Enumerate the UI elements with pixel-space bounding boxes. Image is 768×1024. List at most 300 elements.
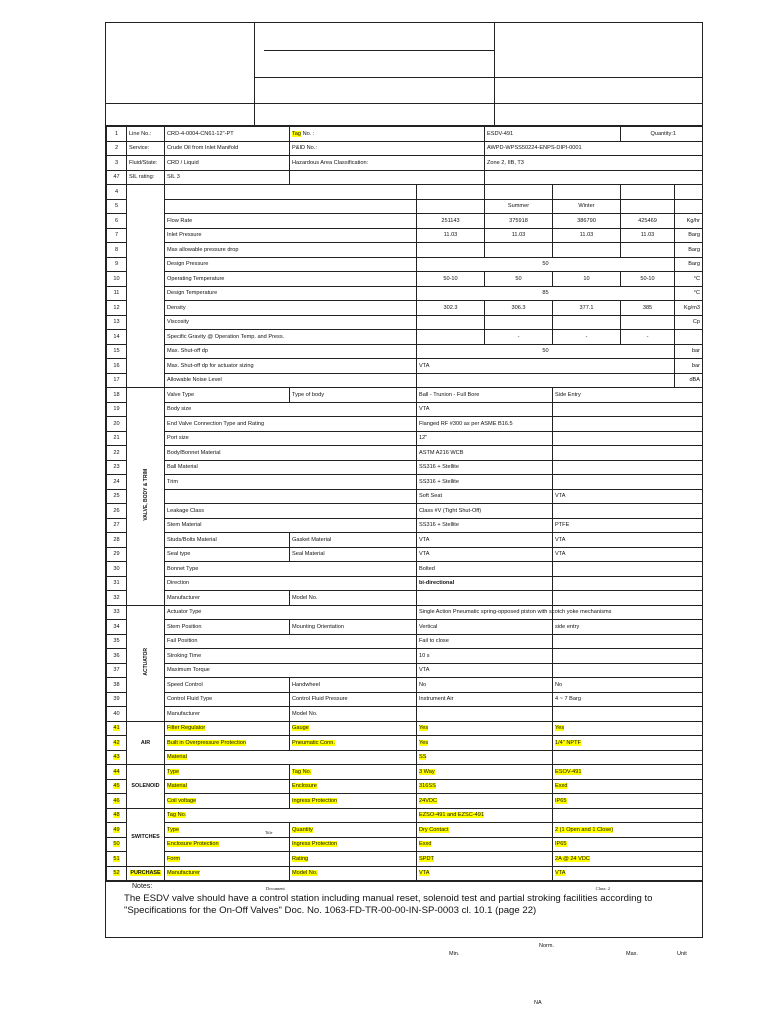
- param-value: [417, 373, 675, 388]
- spec-name: Manufacturer: [165, 591, 290, 606]
- highlighted-text: Rating: [292, 855, 309, 862]
- field-label: [290, 127, 485, 142]
- spec-name: [165, 779, 290, 794]
- row-number: 1: [107, 127, 127, 142]
- row-number: 25: [107, 489, 127, 504]
- spec-value: Class #V (Tight Shut-Off): [417, 504, 553, 519]
- spec-name: Studs/Bolts Material: [165, 533, 290, 548]
- param-value: 50-10: [417, 272, 485, 287]
- spec-value-2: [553, 562, 703, 577]
- title-cell: [254, 23, 495, 103]
- spec-name-2: [290, 823, 417, 838]
- notes-label: Notes:: [132, 883, 153, 890]
- highlighted-text: 48: [113, 812, 120, 819]
- row-value: SIL 3: [165, 170, 290, 185]
- param-value: 85: [417, 286, 675, 301]
- footer-na: NA: [534, 1000, 542, 1006]
- table-row: [107, 779, 703, 794]
- param-name: Viscosity: [165, 315, 417, 330]
- highlighted-text: SS: [419, 754, 427, 761]
- row-label: SIL rating:: [127, 170, 165, 185]
- row-number: 13: [107, 315, 127, 330]
- table-row: [107, 170, 703, 185]
- spec-value-2: [553, 736, 703, 751]
- table-row: [107, 663, 703, 678]
- spec-name: Stem Position: [165, 620, 290, 635]
- row-number: [107, 837, 127, 852]
- highlighted-text: Form: [167, 855, 181, 862]
- row-value: CRD / Liquid: [165, 156, 290, 171]
- spec-name: Leakage Class: [165, 504, 417, 519]
- group-label: [127, 866, 165, 881]
- spec-value-2: [553, 504, 703, 519]
- param-value: 11.03: [621, 228, 675, 243]
- spec-value-2: [553, 866, 703, 881]
- highlighted-text: 52: [113, 870, 120, 877]
- spec-name: [165, 808, 417, 823]
- row-number: 27: [107, 518, 127, 533]
- spec-value: [417, 852, 553, 867]
- spec-value-2: [553, 823, 703, 838]
- group-label: [127, 721, 165, 765]
- spec-value-2: side entry: [553, 620, 703, 635]
- highlighted-text: Coil voltage: [167, 797, 197, 804]
- spec-name: [165, 750, 417, 765]
- param-value: 251143: [417, 214, 485, 229]
- param-name: Max allowable pressure drop: [165, 243, 417, 258]
- row-label: Service:: [127, 141, 165, 156]
- row-number: 31: [107, 576, 127, 591]
- spec-name: Bonnet Type: [165, 562, 417, 577]
- table-row: [107, 707, 703, 722]
- table-row: [107, 649, 703, 664]
- group-label-text: VALVE, BODY & TRIM: [142, 469, 149, 522]
- row-number: 4: [107, 185, 127, 200]
- row-value: CRD-4-0004-CN61-12"-PT: [165, 127, 290, 142]
- spec-name: End Valve Connection Type and Rating: [165, 417, 417, 432]
- spec-value: Bolted: [417, 562, 553, 577]
- table-row: [107, 692, 703, 707]
- table-row: [107, 402, 703, 417]
- spec-value-2: [553, 475, 703, 490]
- spec-value: VTA: [417, 402, 553, 417]
- table-row: [107, 359, 703, 374]
- highlighted-text: Pneumatic Conn.: [292, 739, 335, 746]
- highlighted-text: IP65: [555, 797, 567, 804]
- row-number: [107, 852, 127, 867]
- notes-text: The ESDV valve should have a control station including manual reset, solenoid test and partial stroking facilities according to "Specifications for the On-Off Valves" Doc. No. 1063-FD-TR-00-00-IN-SP-0003 cl. 10.1 (page 22): [124, 893, 653, 916]
- spec-value-2: [553, 765, 703, 780]
- param-name: Flow Rate: [165, 214, 417, 229]
- group-label-text: SWITCHES: [131, 834, 160, 840]
- param-value: [417, 185, 485, 200]
- spec-value-2: [553, 591, 703, 606]
- param-value: 50-10: [621, 272, 675, 287]
- table-row: [107, 214, 703, 229]
- param-value: -: [485, 330, 553, 345]
- highlighted-text: Model No.: [292, 870, 318, 877]
- title-block: [106, 23, 702, 104]
- highlighted-text: SPDT: [419, 855, 434, 862]
- table-row: [107, 489, 703, 504]
- spec-value: [417, 823, 553, 838]
- param-unit: °C: [675, 272, 703, 287]
- table-row: [107, 460, 703, 475]
- datasheet-table: [106, 126, 703, 881]
- spec-value-2: PTFE: [553, 518, 703, 533]
- table-row: [107, 286, 703, 301]
- param-value: [553, 185, 621, 200]
- highlighted-text: 50: [113, 841, 120, 848]
- table-row: [107, 808, 703, 823]
- param-unit: Barg: [675, 228, 703, 243]
- spec-value: [417, 808, 553, 823]
- param-value: 386790: [553, 214, 621, 229]
- spec-value-2: [553, 649, 703, 664]
- highlighted-text: 316SS: [419, 783, 436, 790]
- param-unit: [675, 185, 703, 200]
- spec-value-2: [553, 721, 703, 736]
- table-row: [107, 547, 703, 562]
- param-value: [485, 185, 553, 200]
- table-row: [107, 736, 703, 751]
- highlighted-text: 41: [113, 725, 120, 732]
- spec-name: Body/Bonnet Material: [165, 446, 417, 461]
- group-label-text: PURCHASE: [130, 870, 161, 877]
- spec-value-2: [553, 707, 703, 722]
- spec-value: No: [417, 678, 553, 693]
- highlighted-text: 43: [113, 754, 120, 761]
- row-number: [107, 866, 127, 881]
- row-number: [107, 823, 127, 838]
- param-value: [553, 243, 621, 258]
- spec-value-2: [553, 417, 703, 432]
- spec-value-2: [553, 808, 703, 823]
- table-row: [107, 156, 703, 171]
- spec-value: [417, 779, 553, 794]
- param-unit: Kg/m3: [675, 301, 703, 316]
- table-row: [107, 301, 703, 316]
- spec-name-2: [290, 721, 417, 736]
- footer-max: Max.: [626, 951, 638, 957]
- spec-name: Body size: [165, 402, 417, 417]
- spec-name-2: [290, 794, 417, 809]
- highlighted-text: Ingress Protection: [292, 797, 338, 804]
- highlighted-text: Tag No.: [167, 812, 187, 819]
- table-row: [107, 243, 703, 258]
- spec-value-2: 4 ~ 7 Barg: [553, 692, 703, 707]
- row-number: 38: [107, 678, 127, 693]
- footer-norm: Norm.: [539, 943, 554, 949]
- highlighted-text: Exxd: [555, 783, 568, 790]
- row-number: 24: [107, 475, 127, 490]
- highlighted-text: IP65: [555, 841, 567, 848]
- spec-value: [417, 591, 553, 606]
- row-number: 33: [107, 605, 127, 620]
- spec-name: Speed Control: [165, 678, 290, 693]
- param-name: Design Pressure: [165, 257, 417, 272]
- highlighted-text: Tag No.: [292, 768, 312, 775]
- quantity-cell: [621, 127, 703, 142]
- param-value: 50: [417, 257, 675, 272]
- row-number: 26: [107, 504, 127, 519]
- spec-value-2: [553, 576, 703, 591]
- spec-name-2: [290, 765, 417, 780]
- spec-name-2: [290, 852, 417, 867]
- spec-name-2: Seal Material: [290, 547, 417, 562]
- spec-value: SS316 + Stellite: [417, 475, 553, 490]
- spec-value: SS316 + Stellite: [417, 518, 553, 533]
- spec-value-2: [553, 634, 703, 649]
- spec-name-2: Mounting Orientation: [290, 620, 417, 635]
- datasheet: [105, 22, 703, 938]
- spec-value: bi-directional: [417, 576, 553, 591]
- row-number: 34: [107, 620, 127, 635]
- spec-value: Instrument Air: [417, 692, 553, 707]
- row-label: Line No.:: [127, 127, 165, 142]
- footer-unit: Unit: [677, 951, 687, 957]
- row-number: 7: [107, 228, 127, 243]
- spec-value-2: [553, 460, 703, 475]
- spec-name: Stroking Time: [165, 649, 417, 664]
- spec-value: Single Action Pneumatic spring-opposed piston with scotch yoke mechanisms: [417, 605, 553, 620]
- param-value: [417, 243, 485, 258]
- spec-value: [417, 794, 553, 809]
- spec-name: [165, 866, 290, 881]
- row-number: [107, 750, 127, 765]
- spec-value: 12": [417, 431, 553, 446]
- param-name: Allowable Noise Level: [165, 373, 417, 388]
- group-label-text: SOLENOID: [131, 783, 160, 790]
- spec-value-2: [553, 779, 703, 794]
- row-number: 3: [107, 156, 127, 171]
- highlighted-text: Yes: [419, 739, 429, 746]
- table-row: [107, 127, 703, 142]
- highlighted-text: Gauge: [292, 725, 309, 732]
- spec-value: SS316 + Stellite: [417, 460, 553, 475]
- spec-name: Control Fluid Type: [165, 692, 290, 707]
- table-row: [107, 866, 703, 881]
- highlighted-text: 51: [113, 855, 120, 862]
- param-unit: Cp: [675, 315, 703, 330]
- param-name: Inlet Pressure: [165, 228, 417, 243]
- table-row: [107, 185, 703, 200]
- field-label: P&ID No.:: [290, 141, 485, 156]
- table-row: [107, 272, 703, 287]
- spec-name: [165, 852, 290, 867]
- param-value: [621, 315, 675, 330]
- row-number: [107, 721, 127, 736]
- param-unit: Barg: [675, 243, 703, 258]
- highlighted-text: 49: [113, 826, 120, 833]
- row-number: 8: [107, 243, 127, 258]
- table-row: [107, 330, 703, 345]
- param-value: 302.3: [417, 301, 485, 316]
- param-value: [417, 199, 485, 214]
- spec-name: Valve Type: [165, 388, 290, 403]
- spec-name: [165, 794, 290, 809]
- param-name: Max. Shut-off dp: [165, 344, 417, 359]
- table-row: [107, 605, 703, 620]
- highlighted-text: VTA: [555, 870, 566, 877]
- spec-value-2: [553, 663, 703, 678]
- param-unit: [675, 330, 703, 345]
- row-number: 23: [107, 460, 127, 475]
- table-row: [107, 344, 703, 359]
- param-value: [485, 315, 553, 330]
- row-number: 14: [107, 330, 127, 345]
- field-value: AWPD-WPSS50224-ENPS-DIPI-0001: [485, 141, 703, 156]
- param-value: 306.3: [485, 301, 553, 316]
- highlighted-text: 2A @ 24 VDC: [555, 855, 590, 862]
- title-word: Title: [265, 830, 273, 835]
- param-value: 11.03: [485, 228, 553, 243]
- param-value: 11.03: [417, 228, 485, 243]
- spec-value: [417, 721, 553, 736]
- table-row: [107, 373, 703, 388]
- spec-value: 10 s: [417, 649, 553, 664]
- highlighted-text: 3 Way: [419, 768, 435, 775]
- table-row: [107, 765, 703, 780]
- spec-value: Vertical: [417, 620, 553, 635]
- highlighted-text: 45: [113, 783, 120, 790]
- spec-value: Fail to close: [417, 634, 553, 649]
- table-row: [107, 199, 703, 214]
- spec-name-2: Handwheel: [290, 678, 417, 693]
- param-name: [165, 199, 417, 214]
- spec-name-2: [290, 837, 417, 852]
- highlighted-text: 44: [113, 768, 120, 775]
- table-row: [107, 678, 703, 693]
- param-name: [165, 185, 417, 200]
- param-value: 50: [417, 344, 675, 359]
- spec-name-2: Model No.: [290, 707, 417, 722]
- highlighted-text: ESOV-491: [555, 768, 582, 775]
- field-label-rest: No. :: [301, 130, 315, 137]
- param-unit: °C: [675, 286, 703, 301]
- spec-value: VTA: [417, 663, 553, 678]
- spec-name: Actuator Type: [165, 605, 417, 620]
- spec-name-2: [290, 736, 417, 751]
- param-value: -: [621, 330, 675, 345]
- highlighted-text: Exxd: [419, 841, 432, 848]
- row-number: 29: [107, 547, 127, 562]
- spec-value-2: VTA: [553, 489, 703, 504]
- field-label: [290, 170, 485, 185]
- highlighted-text: Built in Overpressure Protection: [167, 739, 246, 746]
- table-row: [107, 591, 703, 606]
- row-value: Crude Oil from Inlet Manifold: [165, 141, 290, 156]
- param-value: 385: [621, 301, 675, 316]
- spec-value: [417, 736, 553, 751]
- table-row: [107, 562, 703, 577]
- spec-name: Manufacturer: [165, 707, 290, 722]
- spec-name-2: Type of body: [290, 388, 417, 403]
- spec-value-2: VTA: [553, 533, 703, 548]
- spec-name: Port size: [165, 431, 417, 446]
- param-value: 377.1: [553, 301, 621, 316]
- param-value: [417, 330, 485, 345]
- table-row: [107, 576, 703, 591]
- param-value: 11.03: [553, 228, 621, 243]
- spec-name: Fail Position: [165, 634, 417, 649]
- spec-value: Flanged RF #300 as per ASME B16.5: [417, 417, 553, 432]
- spec-value: [417, 750, 553, 765]
- row-number: 9: [107, 257, 127, 272]
- spec-value: [417, 765, 553, 780]
- spec-name-2: Control Fluid Pressure: [290, 692, 417, 707]
- row-number: 21: [107, 431, 127, 446]
- param-value: 425469: [621, 214, 675, 229]
- group-label-text: ACTUATOR: [142, 648, 149, 676]
- field-label: Hazardous Area Classification:: [290, 156, 485, 171]
- table-row: [107, 315, 703, 330]
- param-value: [621, 199, 675, 214]
- param-unit: [675, 199, 703, 214]
- row-number: 28: [107, 533, 127, 548]
- group-label: [127, 605, 165, 721]
- table-row: [107, 446, 703, 461]
- spec-value: VTA: [417, 533, 553, 548]
- param-name: Operating Temperature: [165, 272, 417, 287]
- highlighted-text: Enclosure: [292, 783, 317, 790]
- highlighted-text: 2 (1 Open and 1 Close): [555, 826, 614, 833]
- param-unit: bar: [675, 344, 703, 359]
- row-number: 2: [107, 141, 127, 156]
- row-number: [107, 736, 127, 751]
- spec-value-2: [553, 431, 703, 446]
- spec-name-2: [290, 779, 417, 794]
- row-number: 39: [107, 692, 127, 707]
- param-value: VTA: [417, 359, 675, 374]
- field-value: [485, 170, 703, 185]
- highlighted-text: Ingress Protection: [292, 841, 338, 848]
- row-number: 47: [107, 170, 127, 185]
- row-number: 15: [107, 344, 127, 359]
- param-value: [621, 243, 675, 258]
- spec-name: Trim: [165, 475, 417, 490]
- table-row: [107, 533, 703, 548]
- row-number: 36: [107, 649, 127, 664]
- table-row: [107, 431, 703, 446]
- param-value: Summer: [485, 199, 553, 214]
- title-block-row2: [106, 104, 702, 126]
- param-value: [485, 243, 553, 258]
- param-unit: bar: [675, 359, 703, 374]
- highlighted-text: Material: [167, 783, 187, 790]
- param-unit: Barg: [675, 257, 703, 272]
- spec-name-2: Gasket Material: [290, 533, 417, 548]
- row-number: [107, 779, 127, 794]
- param-value: 50: [485, 272, 553, 287]
- highlighted-text: Tag: [292, 130, 302, 137]
- table-row: [107, 518, 703, 533]
- param-value: [417, 315, 485, 330]
- row-number: 11: [107, 286, 127, 301]
- spec-name: [165, 765, 290, 780]
- row-number: 5: [107, 199, 127, 214]
- spec-name: Direction: [165, 576, 417, 591]
- spec-value: [417, 866, 553, 881]
- param-name: Max. Shut-off dp for actuator sizing: [165, 359, 417, 374]
- spec-name: [165, 489, 417, 504]
- table-row: [107, 634, 703, 649]
- table-row: [107, 228, 703, 243]
- highlighted-text: Material: [167, 754, 187, 761]
- table-row: [107, 852, 703, 867]
- row-number: 20: [107, 417, 127, 432]
- table-row: [107, 388, 703, 403]
